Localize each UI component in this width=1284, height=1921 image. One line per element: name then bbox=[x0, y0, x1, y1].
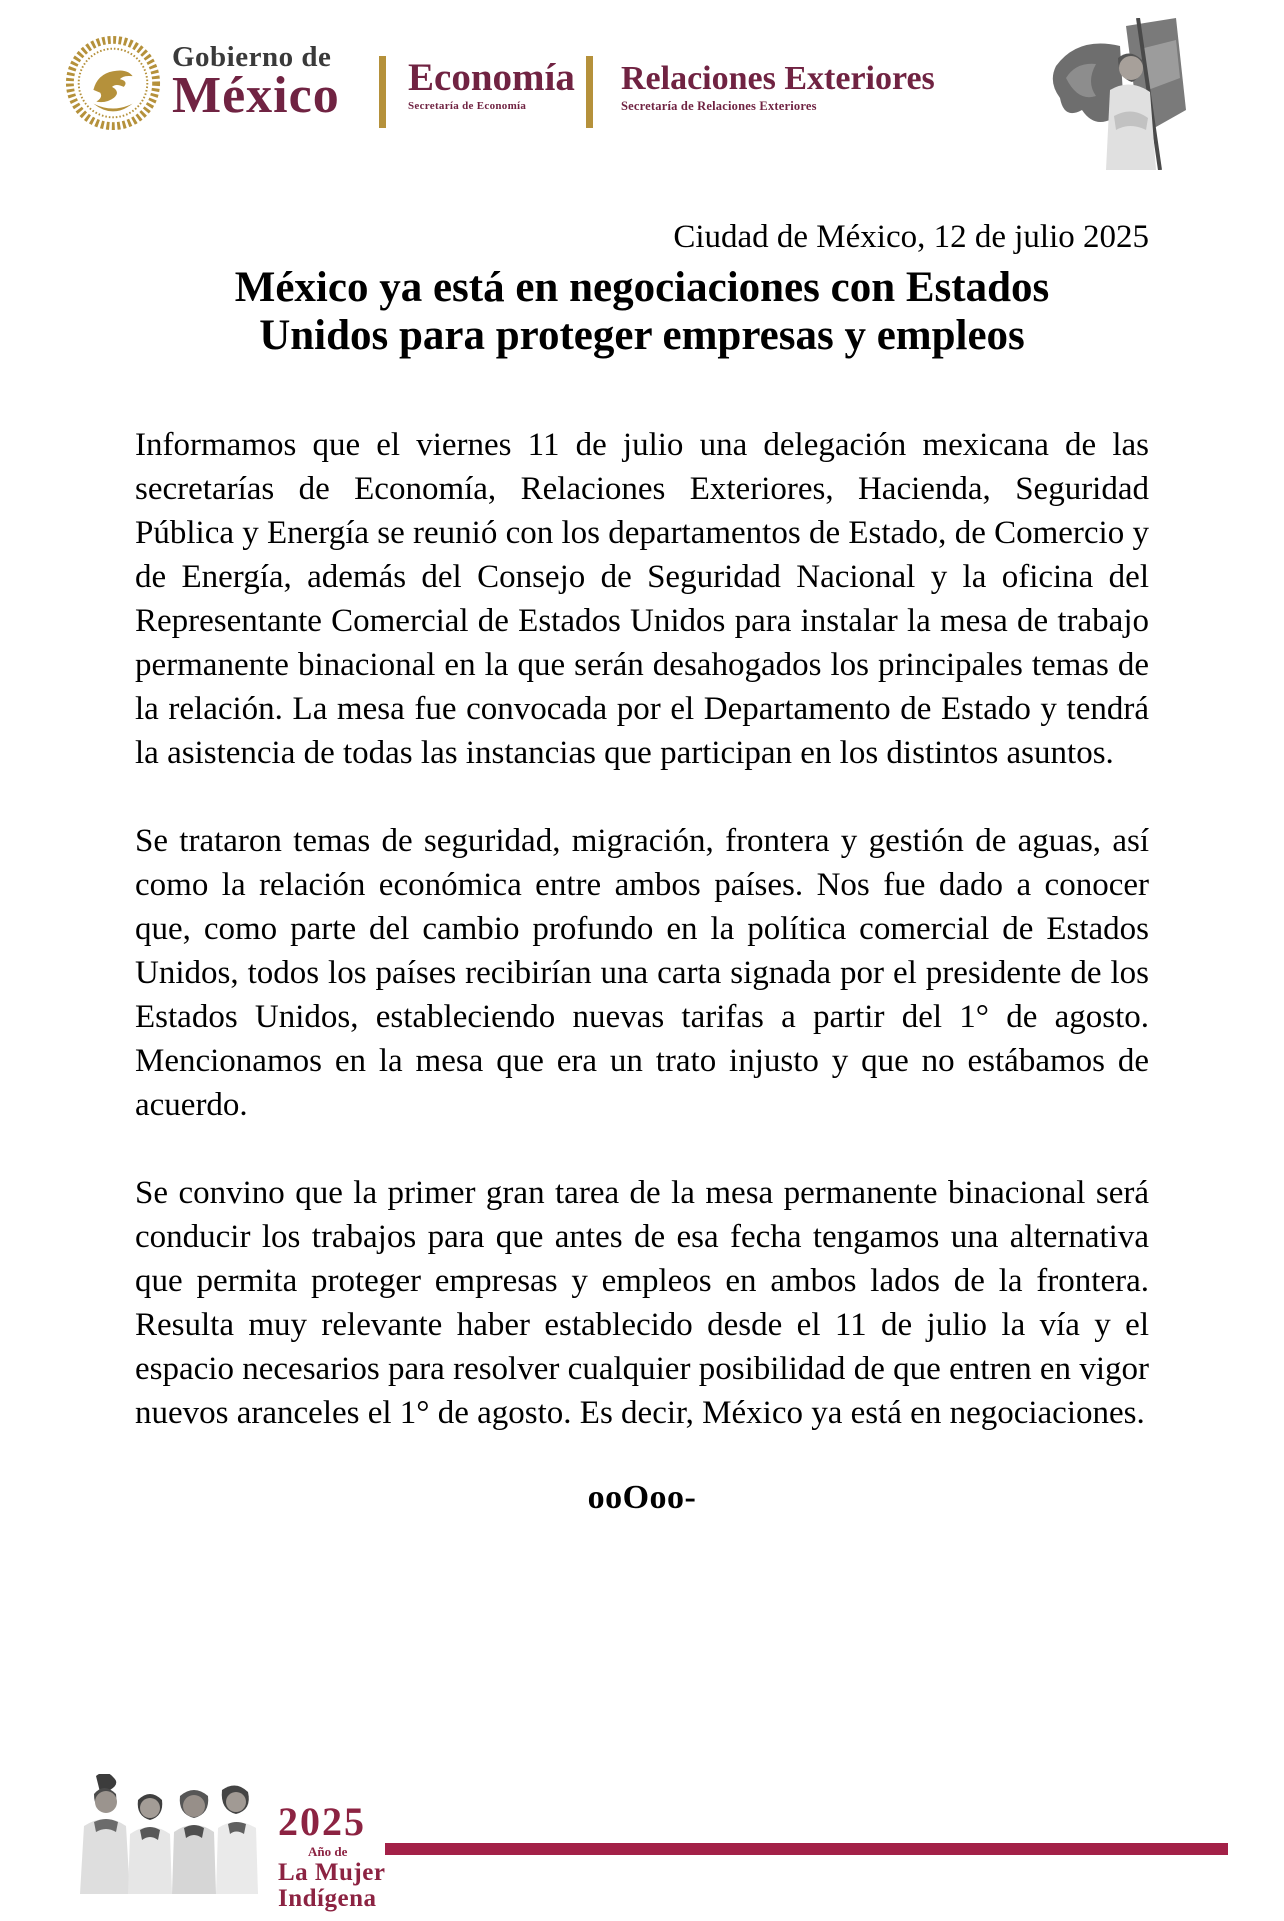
relaciones-exteriores-logo bbox=[621, 62, 935, 114]
mexican-eagle-seal-icon bbox=[64, 32, 162, 139]
footer-year: 2025 bbox=[278, 1799, 366, 1844]
body-paragraph: Se convino que la primer gran tarea de la mesa permanente binacional será conducir los trabajos para que antes de esa fecha tengamos una alternativa que permita proteger empresas y empleos en ambos lados de la frontera. Resulta muy relevante haber establecido desde el 11 de julio la vía y el espacio necesarios para resolver cualquier posibilidad de que entren en vigor nuevos aranceles el 1° de agosto. Es decir, México ya está en negociaciones. bbox=[135, 1174, 1149, 1431]
body-paragraph: Informamos que el viernes 11 de julio una delegación mexicana de las secretarías de Economía, Relaciones Exteriores, Hacienda, Seguridad Pública y Energía se reunió con los departamentos de Estado, de Comercio y de Energía, además del Consejo de Seguridad Nacional y la oficina del Representante Comercial de Estados Unidos para instalar la mesa de trabajo permanente binacional en la que serán desahogados los principales temas de la relación. La mesa fue convocada por el Departamento de Estado y tendrá la asistencia de todas las instancias que participan en los distintos asuntos. bbox=[135, 426, 1149, 771]
document-title-line-1: México ya está en negociaciones con Estados bbox=[234, 263, 1050, 311]
footer-accent-bar bbox=[385, 1843, 1228, 1855]
economia-logo bbox=[408, 58, 575, 112]
mexico-label: México bbox=[172, 67, 340, 125]
body-paragraph: Se trataron temas de seguridad, migración, frontera y gestión de aguas, así como la relación económica entre ambos países. Nos fue dado a conocer que, como parte del cambio profundo en la política comercial de Estados Unidos, todos los países recibirían una carta signada por el presidente de los Estados Unidos, estableciendo nuevas tarifas a partir del 1° de agosto. Mencionamos en la mesa que era un trato injusto y que no estábamos de acuerdo. bbox=[135, 822, 1149, 1123]
gobierno-de-mexico-logo bbox=[172, 41, 340, 125]
economia-subtitle: Secretaría de Economía bbox=[408, 100, 527, 112]
economia-label: Economía bbox=[408, 56, 575, 99]
document-title bbox=[135, 264, 1149, 361]
gold-divider bbox=[586, 56, 593, 128]
document-title-line-2: Unidos para proteger empresas y empleos bbox=[259, 312, 1025, 360]
woman-with-mexican-flag-image bbox=[1026, 18, 1204, 175]
relaciones-exteriores-label: Relaciones Exteriores bbox=[621, 60, 935, 97]
footer-caption-line-3: Indígena bbox=[278, 1885, 377, 1913]
indigenous-women-group-image bbox=[70, 1774, 268, 1899]
gold-divider bbox=[379, 56, 386, 128]
footer-caption-line-2: La Mujer bbox=[278, 1859, 386, 1886]
document-body bbox=[135, 218, 1149, 1517]
dateline: Ciudad de México, 12 de julio 2025 bbox=[673, 219, 1149, 255]
relaciones-exteriores-subtitle: Secretaría de Relaciones Exteriores bbox=[621, 99, 817, 113]
2025-mujer-indigena-logo bbox=[278, 1799, 386, 1913]
footer-caption-line-1: Año de bbox=[308, 1844, 348, 1859]
gobierno-de-label: Gobierno de bbox=[172, 41, 332, 73]
closing-mark: ooOoo- bbox=[587, 1478, 697, 1516]
